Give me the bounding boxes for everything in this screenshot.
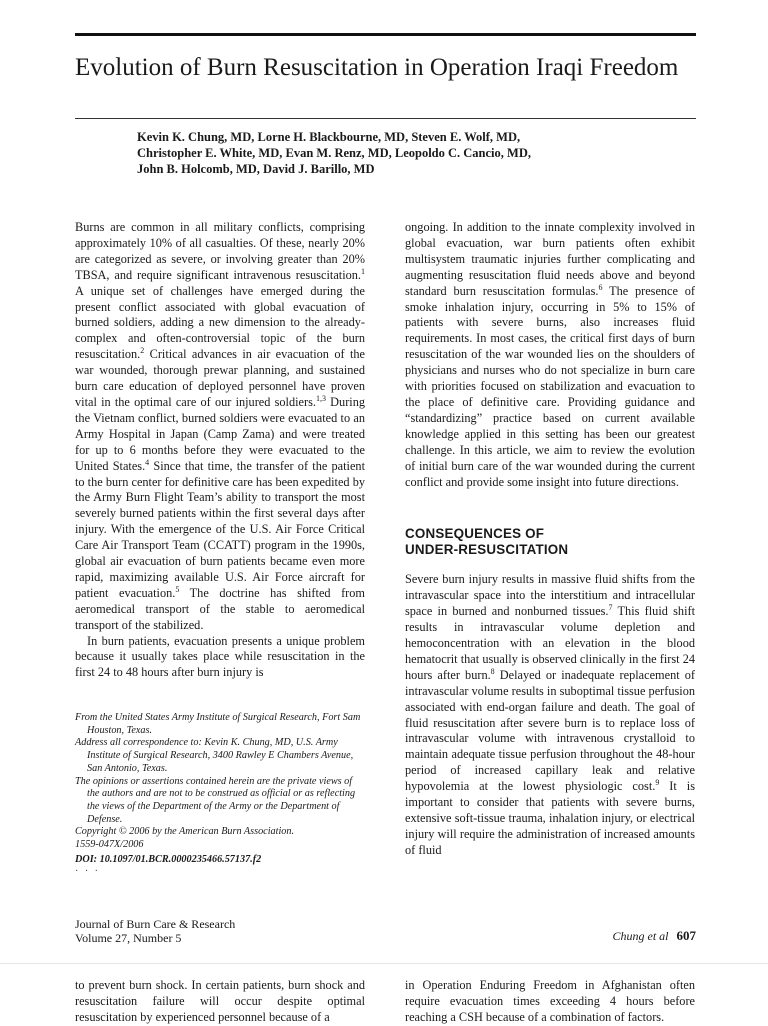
text-run: ongoing. In addition to the innate complexity involved in global evacuation, war burn patients often exhibit multisystem traumatic injuries further complicating and augmenting resuscitation fluid needs above and beyond standard burn resuscitation formulas.	[405, 220, 695, 298]
citation: 9	[655, 778, 660, 788]
text-run: Since that time, the transfer of the patient to the burn center for definitive care has been expedited by the Army Burn Flight Team’s ability to transport the most severely burned patients within the first several days after injury. With the emergence of the U.S. Air Force Critical Care Air Transport Team (CCATT) program in the 1990s, global air evacuation of burn patients became even more rapid, maximizing available U.S. Air Force aircraft for patient evacuation.	[75, 458, 365, 600]
text-run: The presence of smoke inhalation injury, occurring in 5% to 15% of patients with severe burns, also increases fluid requirements. In most cases, the critical first days of burn resuscitation of the war wounded lies on the shoulders of physicians and nurses who do not specialize in burn care with priorities focused on stabilization and evacuation to the place of definitive care. Providing guidance and “standardizing” practice based on current available knowledge applied in this setting has been our greatest challenge. In this article, we aim to review the evolution of initial burn care of the war wounded during the current conflict and provide some insight into future directions.	[405, 283, 696, 489]
heading-line: UNDER-RESUSCITATION	[405, 542, 569, 558]
copyright-note: Copyright © 2006 by the American Burn Association.	[75, 826, 295, 838]
citation: 7	[608, 603, 613, 613]
citation: 1,3	[315, 393, 326, 403]
section-heading	[405, 526, 695, 558]
article-footnotes	[75, 712, 365, 866]
journal-info	[75, 917, 235, 945]
title-rule	[75, 118, 696, 119]
citation: 1	[361, 266, 365, 276]
disclaimer-note: The opinions or assertions contained herein are the private views of the authors and are not to be construed as official or as reflecting the views of the Department of the Army or the Department of Defense.	[75, 775, 356, 825]
text-run: Severe burn injury results in massive fluid shifts from the intravascular space into the interstitium and intracellular space in burned and nonburned tissues.	[405, 572, 695, 619]
citation: 2	[140, 346, 145, 356]
body-paragraph	[405, 572, 695, 858]
text-run: A unique set of challenges have emerged during the present conflict associated with global evacuation of burned soldiers, adding a new dimension to the already-complex and often-controversial topic of the burn resuscitation.	[75, 283, 365, 362]
citation: 4	[145, 457, 150, 467]
issn-note: 1559-047X/2006	[75, 839, 144, 851]
article-title: Evolution of Burn Resuscitation in Operation Iraqi Freedom	[75, 54, 679, 81]
section-spacer	[405, 490, 695, 526]
running-author: Chung et al	[612, 929, 669, 943]
citation: 6	[598, 282, 603, 292]
next-page-left-text: to prevent burn shock. In certain patients, burn shock and resuscitation failure will occur despite optimal resuscitation by experienced personnel because of a	[75, 978, 365, 1024]
running-footer	[613, 928, 697, 944]
affiliation-note: From the United States Army Institute of Surgical Research, Fort Sam Houston, Texas.	[75, 712, 361, 736]
next-page-right-text: in Operation Enduring Freedom in Afghanistan often require evacuation times exceeding 4 hours before reaching a CSH because of a combination of factors.	[405, 978, 695, 1024]
doi-link[interactable]: DOI: 10.1097/01.BCR.0000235466.57137.f2	[75, 853, 262, 865]
section-spacer	[405, 558, 695, 572]
top-rule	[75, 33, 696, 36]
journal-name: Journal of Burn Care & Research	[75, 917, 236, 931]
separator-dots: · · ·	[75, 866, 100, 877]
body-paragraph: In burn patients, evacuation presents a unique problem because it usually takes place while resuscitation in the first 24 to 48 hours after burn injury is	[75, 633, 365, 680]
author-line: Kevin K. Chung, MD, Lorne H. Blackbourne, MD, Steven E. Wolf, MD,	[137, 130, 521, 144]
right-column	[405, 220, 695, 859]
text-run: Burns are common in all military conflicts, comprising approximately 10% of all casualties. Of these, nearly 20% are categorized as severe, or involving greater than 20% TBSA, and require significant intravenous resuscitation.	[75, 220, 365, 282]
text-run: This fluid shift results in intravascular volume depletion and hemoconcentration with an elevation in the blood hematocrit that usually is observed clinically in the first 24 hours after burn.	[405, 604, 696, 682]
journal-volume: Volume 27, Number 5	[75, 931, 182, 945]
body-paragraph	[405, 220, 695, 490]
heading-line: CONSEQUENCES OF	[405, 526, 545, 542]
text-run: Delayed or inadequate replacement of intravascular volume results in suboptimal tissue perfusion associated with end-organ failure and death. The goal of fluid resuscitation after severe burn is to replace loss of intravascular volume with intravenous crystalloid to maintain adequate tissue perfusion throughout the 48-hour period of increased capillary leak and relative hypovolemia at the lowest physiologic cost.	[405, 667, 695, 794]
text-run: Critical advances in air evacuation of the war wounded, thorough prewar planning, and sustained burn care education of deployed personnel have proven vital in the optimal care of our injured soldiers.	[75, 347, 365, 409]
intro-paragraph	[75, 220, 365, 634]
author-line: Christopher E. White, MD, Evan M. Renz, MD, Leopoldo C. Cancio, MD,	[137, 146, 531, 160]
page-break	[0, 963, 768, 976]
citation: 5	[175, 584, 180, 594]
author-line: John B. Holcomb, MD, David J. Barillo, MD	[137, 162, 375, 176]
text-run: The doctrine has shifted from aeromedical transport of the stable to aeromedical transport of the stabilized.	[75, 585, 365, 632]
left-column	[75, 220, 365, 681]
text-run: It is important to consider that patients with severe burns, extensive soft-tissue trauma, inhalation injury, or electrical injury will require the administration of increased amounts of fluid	[405, 779, 695, 857]
text-run: During the Vietnam conflict, burned soldiers were evacuated to an Army Hospital in Japan (Camp Zama) and were treated for up to 6 months before they were evacuated to the United States.	[75, 394, 365, 473]
page-number: 607	[676, 928, 696, 943]
citation: 8	[490, 666, 495, 676]
correspondence-note: Address all correspondence to: Kevin K. Chung, MD, U.S. Army Institute of Surgical Research, 3400 Rawley E Chambers Avenue, San Antonio, Texas.	[75, 737, 354, 774]
author-list	[137, 129, 677, 177]
